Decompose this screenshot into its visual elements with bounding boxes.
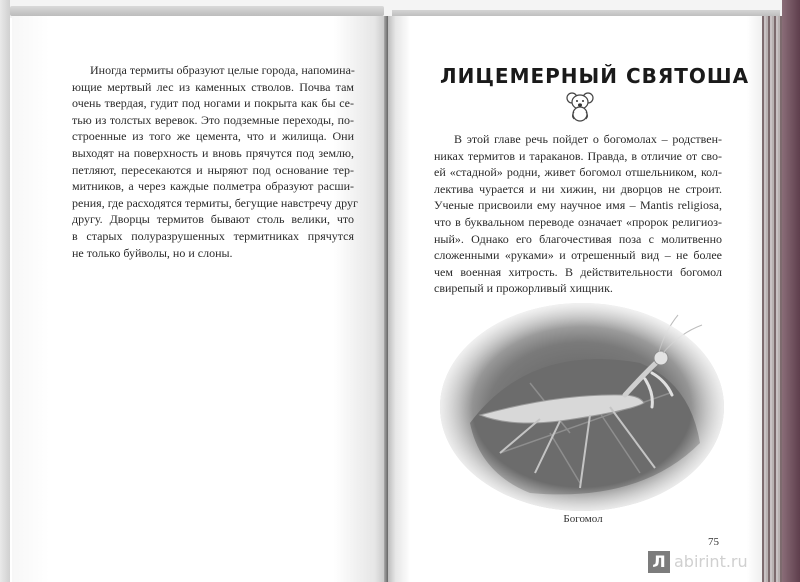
right-page-text [434,131,722,297]
text-line: Ученые присвоили ему научное имя – Mantis religiosa, [434,198,722,213]
text-line: ный». Однако его благочестивая поза с молитвенно [434,231,722,246]
text-line: лектива чурается и ни хижин, ни дворцов не строит. [434,181,722,196]
text-line: никах термитов и тараканов. Правда, в отличие от сво- [434,148,722,163]
text-line: строенные из того же цемента, что и жилища. Они [72,129,354,144]
book-cover-edge-right [782,0,800,582]
text-line: рения, где расходятся термиты, бегущие навстречу друг [72,195,358,210]
text-line: тью из толстых веревок. Это подземные переходы, по- [72,112,354,127]
text-line: чем военная хитрость. В действительности богомол [434,264,722,279]
watermark-text: abirint.ru [674,552,748,571]
chapter-title: ЛИЦЕМЕРНЫЙ СВЯТОША [440,64,750,88]
text-line: другу. Дворцы термитов бывают столь велики, что [72,212,354,227]
text-line: что в буквальном переводе означает «пророк религиоз- [434,214,722,229]
text-line: сложенными «руками» и отрешенный вид – не более [434,248,722,263]
text-line: в старых полуразрушенных термитниках прячутся [72,228,354,243]
text-line: петляют, пересекаются и ныряют под основание тер- [72,162,354,177]
watermark-badge: Л [648,551,670,573]
book-top-edge-left [10,6,384,16]
text-line: выходят на поверхность и вновь прячутся под землю, [72,145,354,160]
mantis-photo [440,303,724,511]
photo-caption: Богомол [563,513,603,525]
text-line: не только буйволы, но и слоны. [72,245,233,260]
book-cover-edge-left [0,0,10,582]
text-line: Иногда термиты образуют целые города, напомина- [90,63,355,77]
left-page-text [72,62,358,261]
text-line: ей «стадной» родни, живет богомол отшельником, кол- [434,165,722,180]
text-line: свирепый и прожорливый хищник. [434,281,613,296]
text-line: В этой главе речь пойдет о богомолах – родствен- [454,132,722,146]
text-line: ющие мертвый лес из каменных стволов. Почва там [72,79,354,94]
watermark [648,551,768,573]
koala-icon [565,90,595,122]
text-line: очень твердая, гудит под ногами и покрыта как бы се- [72,96,354,111]
text-line: митников, а через каждые полметра образуют расши- [72,179,354,194]
page-number: 75 [708,536,719,548]
